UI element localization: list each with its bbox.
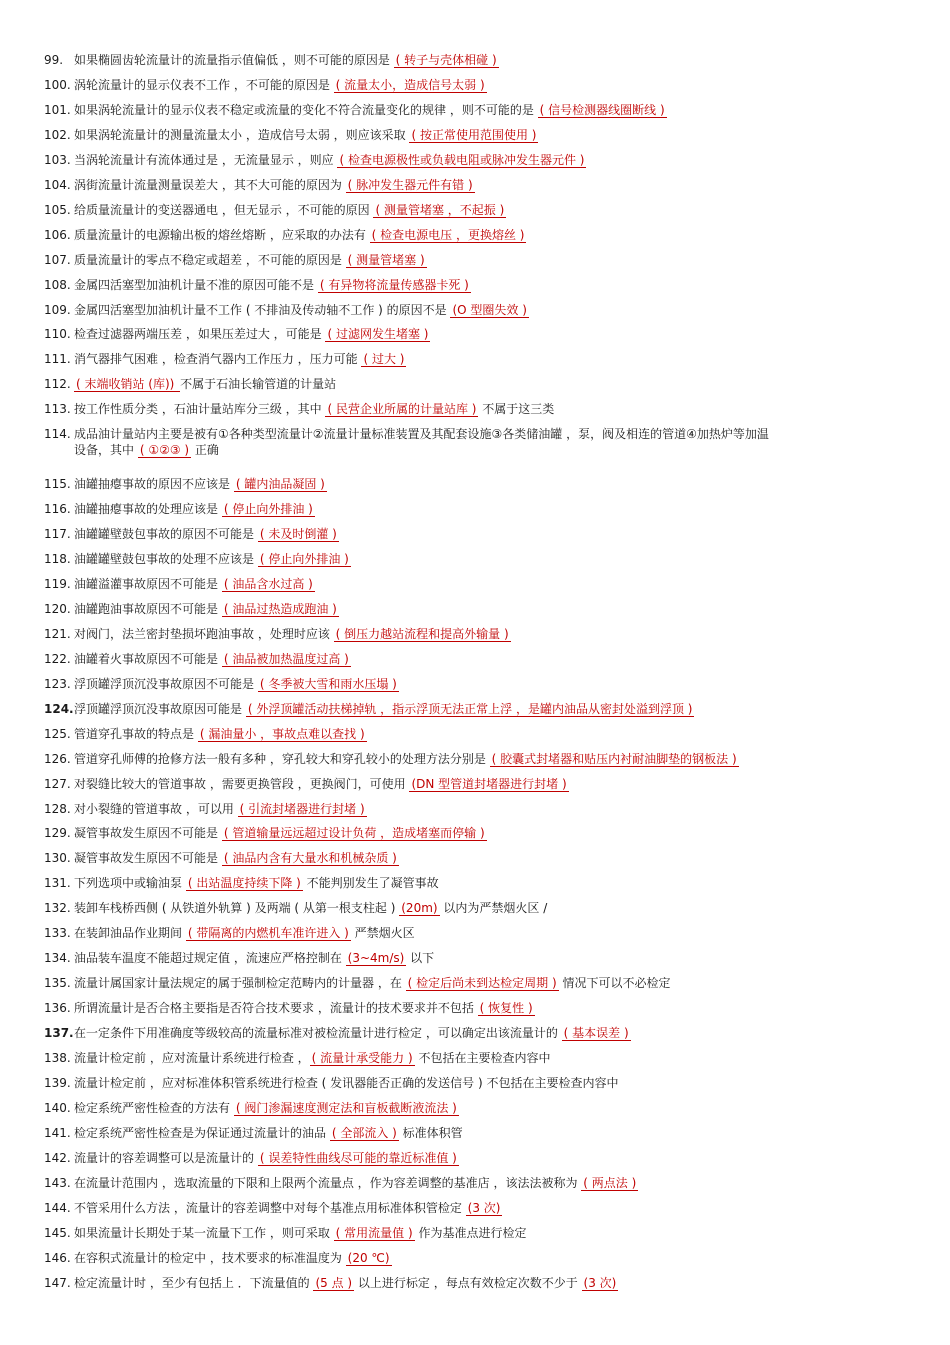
question-number: 123. [44,676,71,691]
answer-text: ( 常用流量值 ) [335,1225,413,1240]
question-number: 144. [44,1200,71,1215]
question-number: 131. [44,876,71,891]
question-text: 当涡轮流量计有流体通过是 ，无流量显示 ，则应 [74,152,338,167]
answer-text: ( 流量计承受能力 ) [311,1051,413,1065]
question-text: 给质量流量计的变送器通电 ，但无显示 ，不可能的原因 [74,202,374,217]
question-number: 133. [44,926,71,941]
question-row [44,1025,914,1041]
question-number: 101. [44,102,71,117]
question-text: 装卸车栈桥西侧 ( 从铁道外轨算 ) 及两端 ( 从第一根支柱起 ) [74,901,400,916]
question-text: 下列选项中或输油泵 [74,876,186,891]
question-number: 104. [44,177,71,192]
question-number: 114. [44,427,71,442]
question-number: 100. [44,77,71,92]
question-text: 油罐着火事故原因不可能是 [74,651,222,666]
question-number: 125. [44,726,71,741]
question-text: 如果涡轮流量计的测量流量太小 ，造成信号太弱 ，则应该采取 [74,127,410,142]
answer-text: ( 检定后尚未到达检定周期 ) [407,976,557,991]
answer-text: ( 两点法 ) [583,1175,637,1190]
question-text-suffix: 正确 [191,443,219,458]
question-text: 浮顶罐浮顶沉没事故原因不可能是 [74,676,258,691]
question-number: 115. [44,477,71,492]
question-text: 在流量计范围内 ，选取流量的下限和上限两个流量点 ，作为容差调整的基准店 ，该法法被称为 [74,1175,582,1190]
answer-text: ( 冬季被大雪和雨水压塌 ) [259,676,397,691]
answer-text: ( ①②③ ) [139,443,190,458]
question-number: 140. [44,1100,71,1115]
answer-text: (20m) [401,901,438,916]
question-number: 119. [44,576,71,591]
question-row [44,52,914,68]
question-row [44,1125,914,1141]
question-number: 112. [44,377,71,392]
question-row [44,601,914,617]
question-text: 如果涡轮流量计的显示仪表不稳定或流量的变化不符合流量变化的规律 ，则不可能的是 [74,102,538,117]
question-text-suffix: 不属于这三类 [478,402,555,417]
question-row [44,1250,914,1266]
question-text: 涡轮流量计的显示仪表不工作 ，不可能的原因是 [74,77,334,92]
question-row [44,202,914,218]
question-row [44,651,914,667]
question-text: 油罐跑油事故原因不可能是 [74,601,222,616]
question-row [44,77,914,93]
question-number: 117. [44,527,71,542]
question-text-suffix: 不属于石油长输管道的计量站 [180,377,337,392]
question-text: 油品装车温度不能超过规定值 ，流速应严格控制在 [74,951,346,966]
answer-text: (3 次) [467,1200,501,1215]
answer-text: (5 点 ) [315,1275,353,1290]
question-text-suffix: 严禁烟火区 [350,926,415,941]
question-row [44,351,914,367]
question-text: 如果椭圆齿轮流量计的流量指示值偏低 ，则不可能的原因是 [74,53,394,67]
question-text: 油罐抽瘪事故的处理应该是 [74,502,222,517]
question-row [44,1000,914,1016]
question-text: 油罐抽瘪事故的原因不应该是 [74,477,234,492]
answer-text: ( 误差特性曲线尽可能的靠近标准值 ) [259,1150,457,1165]
answer-text: ( 罐内油品凝固 ) [235,477,325,492]
question-row [44,975,914,991]
question-row [44,701,914,717]
answer-text: ( 阀门渗漏速度测定法和盲板截断液流法 ) [235,1100,457,1115]
answer-text: ( 基本误差 ) [563,1026,629,1041]
question-text: 检定流量计时 ，至少有包括上 ．下流量值的 [74,1275,314,1290]
answer-text: ( 有异物将流量传感器卡死 ) [319,277,469,292]
answer-text: ( 油品含水过高 ) [223,576,313,591]
answer-text: ( 转子与壳体相碰 ) [395,53,497,67]
question-text: 流量计属国家计量法规定的属于强制检定范畴内的计量器 ，在 [74,976,406,991]
question-number: 143. [44,1175,71,1190]
question-row [44,227,914,243]
question-text: 在一定条件下用准确度等级较高的流量标准对被检流量计进行检定 ，可以确定出该流量计的 [74,1026,562,1041]
answer-text: ( 油品内含有大量水和机械杂质 ) [223,851,397,866]
question-text: 浮顶罐浮顶沉没事故原因可能是 [74,701,246,716]
question-row [44,900,914,916]
question-text: 对小裂缝的管道事故 ，可以用 [74,801,238,816]
question-number: 110. [44,327,71,342]
question-text: 成品油计量站内主要是被有①各种类型流量计②流量计量标准装置及其配套设施③各类储油罐 ，泵，阀及相连的管道④加热炉等加温 [74,427,769,442]
question-row [44,801,914,817]
answer-text: ( 停止向外排油 ) [223,502,313,517]
question-text: 金属四活塞型加油机计量不准的原因可能不是 [74,277,318,292]
answer-text: ( 停止向外排油 ) [259,552,349,566]
question-row [44,177,914,193]
answer-text: ( 过大 ) [363,352,405,367]
answer-text: ( 出站温度持续下降 ) [187,876,301,891]
question-text: 对裂缝比较大的管道事故 ，需要更换管段 ，更换阀门，可使用 [74,776,410,791]
question-text-suffix: 情况下可以不必检定 [558,976,671,991]
answer-text: ( 恢复性 ) [479,1001,533,1016]
answer-text: ( 引流封堵器进行封堵 ) [239,801,365,816]
question-text-suffix: 不包括在主要检查内容中 [414,1051,551,1065]
question-number: 122. [44,651,71,666]
question-number: 107. [44,252,71,267]
question-text-suffix: 不能判别发生了凝管事故 [302,876,439,891]
question-row [44,1175,914,1191]
question-text-suffix: 以内为严禁烟火区 / [439,901,548,916]
answer-text: ( 检查电源电压 ，更换熔丝 ) [371,227,525,242]
question-number: 126. [44,751,71,766]
question-row [44,1050,914,1066]
answer-text: ( 全部流入 ) [331,1125,397,1140]
answer-text: ( 外浮顶罐活动扶梯掉轨 ，指示浮顶无法正常上浮 ，是罐内油品从密封处溢到浮顶 ) [247,701,693,716]
question-row [44,277,914,293]
question-text: 质量流量计的零点不稳定或超差 ，不可能的原因是 [74,252,346,267]
question-number: 111. [44,352,71,367]
question-number: 136. [44,1001,71,1016]
question-row [44,626,914,642]
answer-text: ( 检查电源极性或负载电阻或脉冲发生器元件 ) [339,152,585,167]
question-text-continued: 设备，其中 [74,443,138,458]
question-row [44,825,914,841]
answer-text: (3~4m/s) [347,951,405,966]
question-text: 油罐溢灌事故原因不可能是 [74,576,222,591]
question-number: 128. [44,801,71,816]
answer-text: ( 民营企业所属的计量站库 ) [327,402,477,417]
question-text: 流量计检定前 ，应对流量计系统进行检查 ， [74,1051,310,1065]
question-row [44,476,914,492]
question-number: 121. [44,626,71,641]
question-text: 在装卸油品作业期间 [74,926,186,941]
question-text: 质量流量计的电源输出板的熔丝熔断 ，应采取的办法有 [74,227,370,242]
question-row [44,102,914,118]
answer-text: (O 型圈失效 ) [452,302,527,317]
question-number: 141. [44,1125,71,1140]
answer-text: ( 未及时倒灌 ) [259,527,337,542]
question-text: 金属四活塞型加油机计量不工作 ( 不排油及传动轴不工作 ) 的原因不是 [74,302,451,317]
answer-text: ( 过滤网发生堵塞 ) [327,327,429,342]
question-text: 不管采用什么方法 ，流量计的容差调整中对每个基准点用标准体积管检定 [74,1200,466,1215]
question-number: 132. [44,901,71,916]
question-row [44,1225,914,1241]
answer-text: ( 油品被加热温度过高 ) [223,651,349,666]
question-number: 129. [44,826,71,841]
question-text: 管道穿孔师傅的抢修方法一般有多种 ，穿孔较大和穿孔较小的处理方法分别是 [74,751,490,766]
question-text: 如果流量计长期处于某一流量下工作 ，则可采取 [74,1225,334,1240]
answer-text: ( 管道输量远远超过设计负荷 ，造成堵塞而停输 ) [223,826,485,841]
question-text-suffix: 作为基准点进行检定 [414,1225,527,1240]
question-row [44,152,914,168]
question-row [44,401,914,417]
answer-text: ( 测量管堵塞 ，不起振 ) [375,202,505,217]
question-text: 凝管事故发生原因不可能是 [74,851,222,866]
question-text: 所谓流量计是否合格主要指是否符合技术要求 ，流量计的技术要求并不包括 [74,1001,478,1016]
question-text: 流量计的容差调整可以是流量计的 [74,1150,258,1165]
answer-text: ( 倒压力越站流程和提高外输量 ) [335,626,509,641]
question-number: 135. [44,976,71,991]
question-row [44,850,914,866]
question-text: 按工作性质分类 ，石油计量站库分三级 ，其中 [74,402,326,417]
question-text: 检查过滤器两端压差 ，如果压差过大 ，可能是 [74,327,326,342]
answer-text: ( 流量太小，造成信号太弱 ) [335,77,485,92]
answer-text: (DN 型管道封堵器进行封堵 ) [411,776,567,791]
question-row [44,576,914,592]
question-row [44,501,914,517]
question-number: 118. [44,552,71,566]
question-row [44,776,914,792]
question-row [44,751,914,767]
question-text: 检定系统严密性检查的方法有 [74,1100,234,1115]
question-number: 105. [44,202,71,217]
question-row [44,726,914,742]
question-row [44,326,914,342]
question-row [44,526,914,542]
question-number: 127. [44,776,71,791]
question-text: 油罐罐壁鼓包事故的处理不应该是 [74,552,258,566]
question-row [44,551,914,567]
question-number: 145. [44,1225,71,1240]
question-row [44,1075,914,1091]
question-number: 124. [44,701,74,716]
question-number: 113. [44,402,71,417]
question-row [44,426,914,458]
question-number: 108. [44,277,71,292]
question-number: 106. [44,227,71,242]
answer-text: (20 ℃) [347,1250,390,1265]
question-number: 137. [44,1026,74,1041]
question-text: 流量计检定前 ，应对标准体积管系统进行检查 ( 发讯器能否正确的发送信号 ) 不包括在主要检查内容中 [74,1075,619,1090]
answer-text: ( 带隔离的内燃机车准许进入 ) [187,926,349,941]
answer-text-secondary: (3 次) [583,1275,617,1290]
answer-text: ( 末端收销站 (库)) [76,377,179,392]
question-row [44,302,914,318]
answer-text: ( 信号检测器线圈断线 ) [539,102,665,117]
answer-text: ( 脉冲发生器元件有错 ) [347,177,473,192]
question-row [44,376,914,392]
answer-text: ( 胶囊式封堵器和贴压内衬耐油脚垫的钢板法 ) [491,751,737,766]
question-text: 消气器排气困难 ，检查消气器内工作压力 ，压力可能 [74,352,362,367]
question-number: 120. [44,601,71,616]
question-row [44,1200,914,1216]
question-row [44,676,914,692]
question-number: 146. [44,1250,71,1265]
question-text: 油罐罐壁鼓包事故的原因不可能是 [74,527,258,542]
question-text-suffix: 标准体积管 [398,1125,463,1140]
answer-text: ( 测量管堵塞 ) [347,252,425,267]
question-row [44,127,914,143]
question-text: 在容积式流量计的检定中 ，技术要求的标准温度为 [74,1250,346,1265]
question-number: 102. [44,127,71,142]
question-row [44,252,914,268]
question-number: 142. [44,1150,71,1165]
answer-text: ( 按正常使用范围使用 ) [411,127,537,142]
question-text-suffix: 以下 [406,951,435,966]
question-number: 130. [44,851,71,866]
question-number: 139. [44,1075,71,1090]
question-number: 99. [44,53,64,67]
question-number: 109. [44,302,71,317]
question-row [44,925,914,941]
question-text: 凝管事故发生原因不可能是 [74,826,222,841]
question-text-suffix: 以上进行标定 ，每点有效检定次数不少于 [354,1275,582,1290]
question-row [44,875,914,891]
question-number: 116. [44,502,71,517]
question-number: 103. [44,152,71,167]
question-text: 管道穿孔事故的特点是 [74,726,198,741]
question-text: 对阀门，法兰密封垫损坏跑油事故 ，处理时应该 [74,626,334,641]
answer-text: ( 漏油量小 ，事故点难以查找 ) [199,726,365,741]
question-row [44,1275,914,1291]
question-text: 检定系统严密性检查是为保证通过流量计的油品 [74,1125,330,1140]
question-text: 涡街流量计流量测量误差大 ，其不大可能的原因为 [74,177,346,192]
question-number: 138. [44,1051,71,1065]
question-row [44,950,914,966]
question-row [44,1100,914,1116]
question-row [44,1150,914,1166]
question-number: 134. [44,951,71,966]
question-number: 147. [44,1275,71,1290]
answer-text: ( 油品过热造成跑油 ) [223,601,337,616]
